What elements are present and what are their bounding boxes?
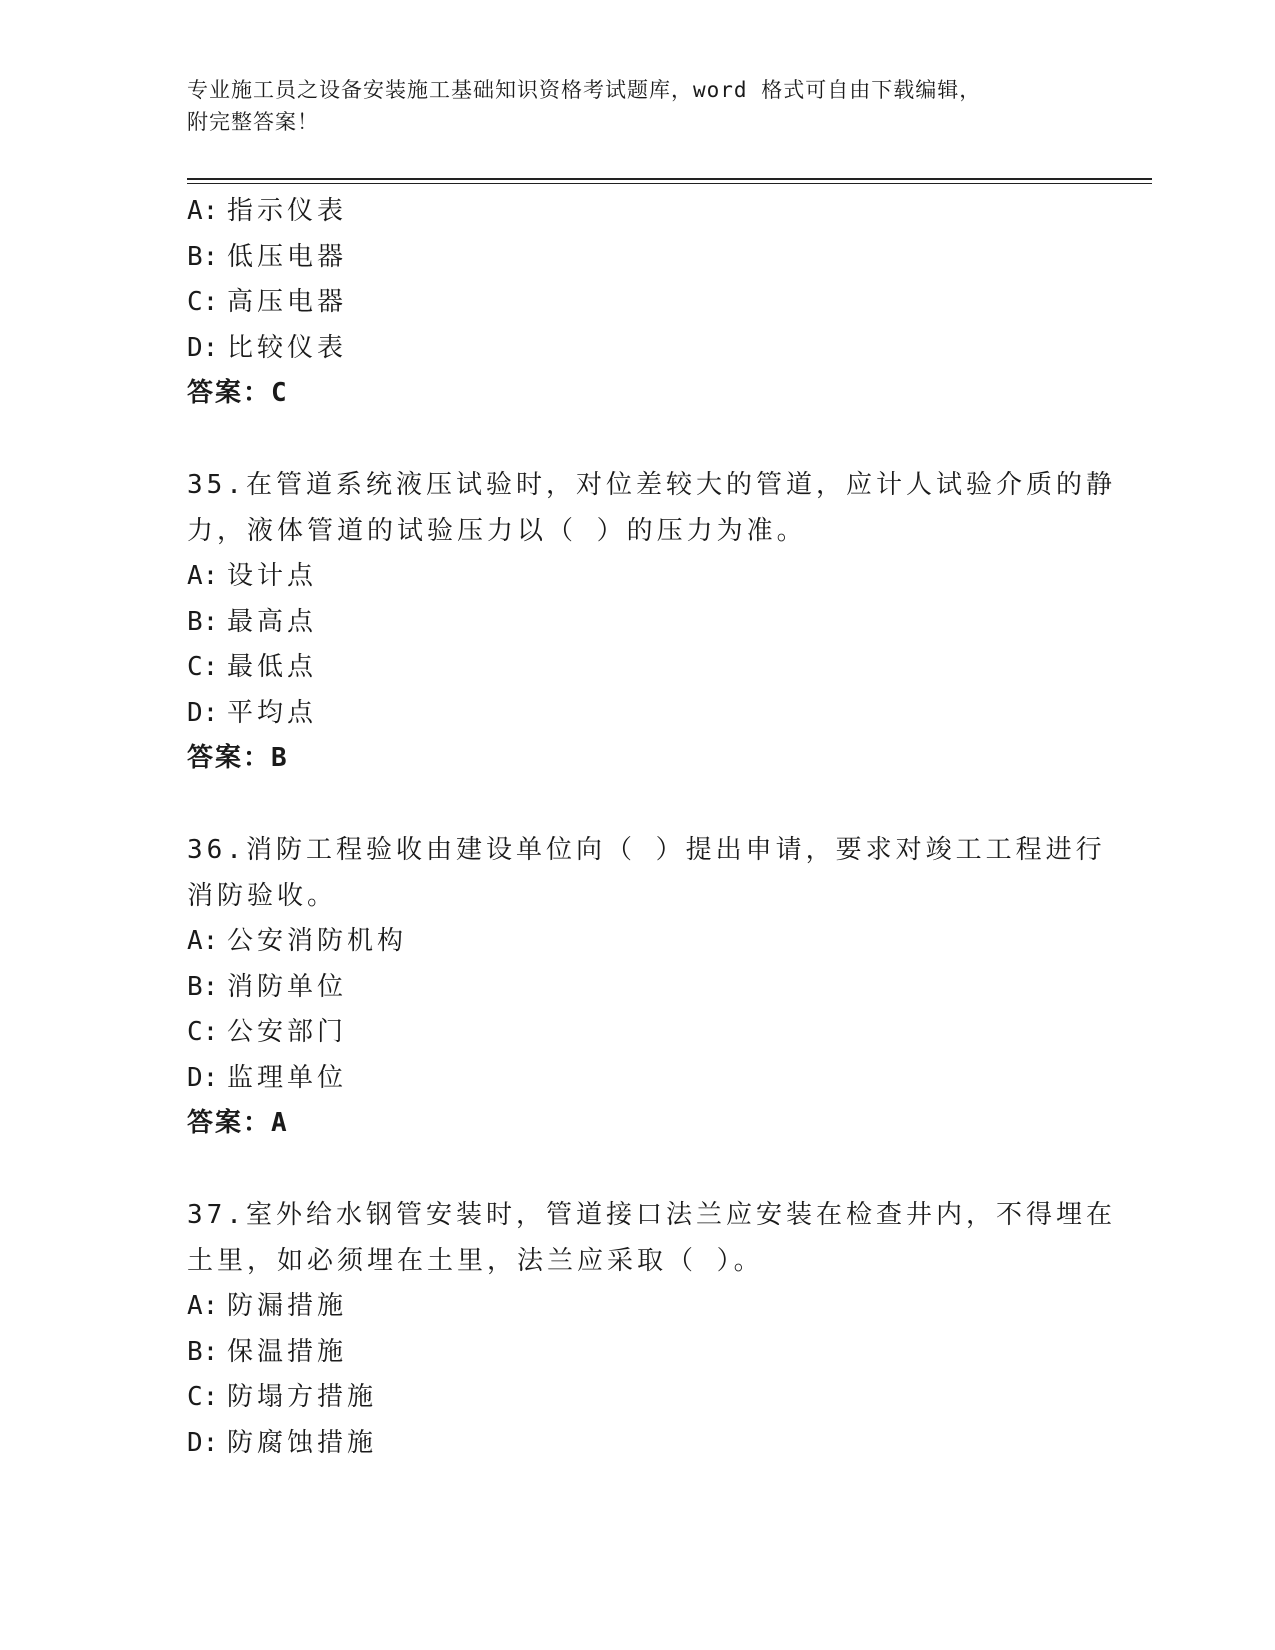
option-label: C:	[187, 1382, 219, 1413]
question-35	[187, 462, 1116, 782]
answer: 答案：B	[187, 743, 289, 774]
option-a	[187, 1284, 1087, 1330]
question-stem-line: 37.室外给水钢管安装时，管道接口法兰应安装在检查井内，不得埋在	[187, 1199, 1116, 1230]
option-text: 防腐蚀措施	[227, 1427, 378, 1458]
header-line-1: 专业施工员之设备安装施工基础知识资格考试题库，word 格式可自由下载编辑，	[187, 78, 982, 102]
option-text: 低压电器	[227, 241, 348, 272]
option-b	[187, 965, 1087, 1011]
header-divider-thin	[187, 183, 1152, 184]
option-text: 消防单位	[227, 971, 348, 1002]
option-text: 公安消防机构	[227, 925, 408, 956]
option-text: 监理单位	[227, 1062, 348, 1093]
option-d	[187, 1056, 1087, 1102]
option-text: 高压电器	[227, 287, 348, 318]
option-text: 最低点	[227, 652, 318, 683]
page-header	[187, 74, 1087, 138]
answer: 答案：C	[187, 378, 289, 409]
option-a	[187, 919, 1087, 965]
option-b	[187, 1330, 1087, 1376]
option-text: 平均点	[227, 697, 318, 728]
option-text: 比较仪表	[227, 332, 348, 363]
question-stem-line: 消防验收。	[187, 880, 338, 911]
option-label: C:	[187, 1017, 219, 1048]
header-line-2: 附完整答案！	[187, 110, 319, 134]
option-label: C:	[187, 652, 219, 683]
question-37	[187, 1192, 1116, 1466]
option-c	[187, 280, 1087, 326]
option-text: 最高点	[227, 606, 318, 637]
option-b	[187, 600, 1087, 646]
option-label: B:	[187, 606, 219, 637]
option-c	[187, 1010, 1087, 1056]
option-label: D:	[187, 1062, 219, 1093]
option-text: 防塌方措施	[227, 1382, 378, 1413]
option-c	[187, 645, 1087, 691]
option-a	[187, 189, 1087, 235]
question-stem-line: 35.在管道系统液压试验时，对位差较大的管道，应计人试验介质的静	[187, 469, 1116, 500]
option-d	[187, 326, 1087, 372]
option-d	[187, 691, 1087, 737]
option-a	[187, 554, 1087, 600]
option-text: 公安部门	[227, 1017, 348, 1048]
option-b	[187, 235, 1087, 281]
option-label: A:	[187, 1290, 219, 1321]
option-label: D:	[187, 697, 219, 728]
question-list	[187, 189, 1116, 1466]
option-label: B:	[187, 241, 219, 272]
question-stem-line: 36.消防工程验收由建设单位向（ ）提出申请，要求对竣工工程进行	[187, 834, 1106, 865]
option-label: A:	[187, 925, 219, 956]
option-label: D:	[187, 332, 219, 363]
answer: 答案：A	[187, 1108, 289, 1139]
option-text: 防漏措施	[227, 1290, 348, 1321]
question-stem-line: 力，液体管道的试验压力以（ ）的压力为准。	[187, 515, 807, 546]
option-label: D:	[187, 1427, 219, 1458]
option-label: C:	[187, 287, 219, 318]
option-text: 保温措施	[227, 1336, 348, 1367]
header-divider-thick	[187, 178, 1152, 180]
option-c	[187, 1375, 1087, 1421]
option-d	[187, 1421, 1087, 1467]
option-text: 设计点	[227, 560, 318, 591]
question-36	[187, 827, 1106, 1147]
option-label: B:	[187, 1336, 219, 1367]
option-text: 指示仪表	[227, 196, 348, 226]
option-label: B:	[187, 971, 219, 1002]
option-label: A:	[187, 196, 219, 226]
question-34	[187, 189, 1087, 417]
question-stem-line: 土里，如必须埋在土里，法兰应采取（ ）。	[187, 1245, 764, 1276]
option-label: A:	[187, 560, 219, 591]
